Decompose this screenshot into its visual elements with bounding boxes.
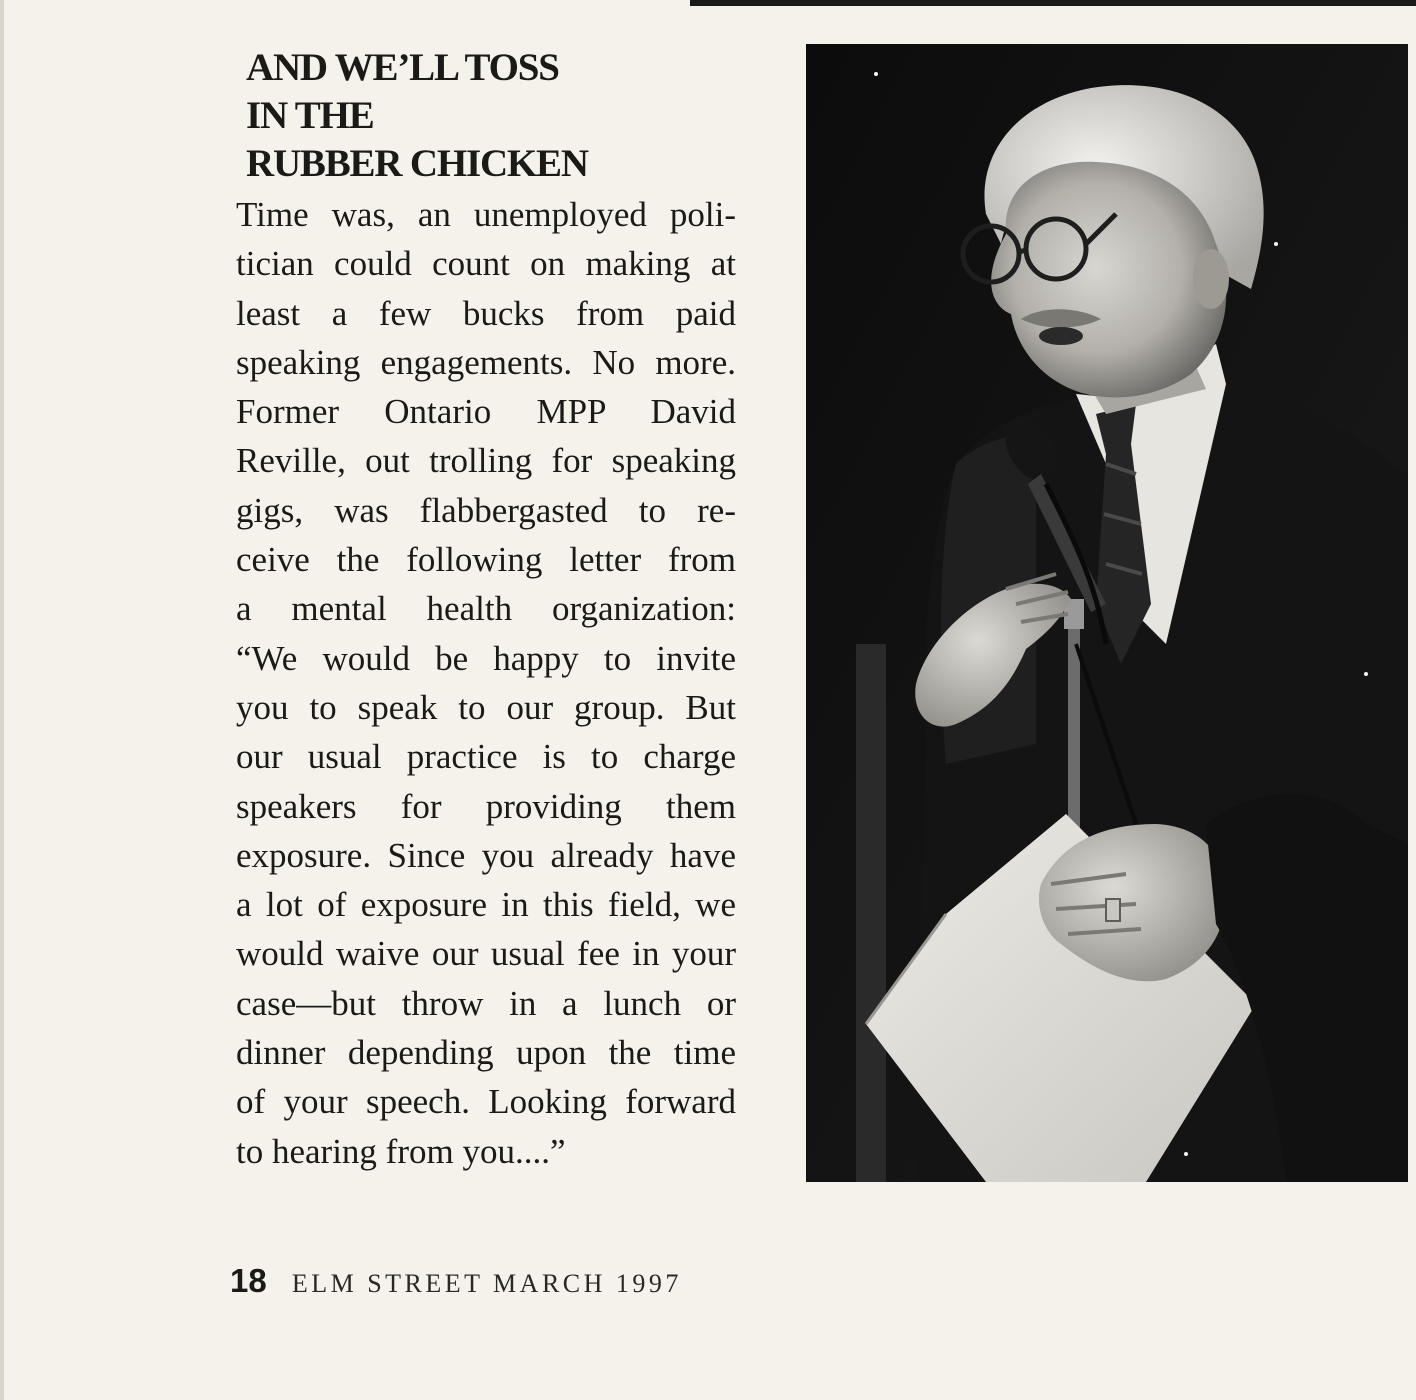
- page-number: 18: [230, 1262, 267, 1299]
- headline-line-3: RUBBER CHICKEN: [246, 142, 588, 185]
- body-line-last: to hearing from you....”: [236, 1131, 566, 1171]
- body-line: of your speech. Looking forward: [236, 1082, 736, 1122]
- speaker-photo: [806, 44, 1408, 1182]
- body-line: Time was, an unemployed poli-: [236, 195, 736, 234]
- body-line: tician could count on making at: [236, 244, 736, 284]
- body-line: a mental health organization:: [236, 589, 736, 629]
- body-line: least a few bucks from paid: [236, 293, 736, 333]
- headline-line-2: IN THE: [246, 94, 374, 137]
- publication-line: ELM STREET MARCH 1997: [291, 1269, 682, 1298]
- headline-line-1: AND WE’LL TOSS: [246, 46, 559, 89]
- body-line: our usual practice is to charge: [236, 737, 736, 777]
- body-line: Reville, out trolling for speaking: [236, 441, 736, 481]
- article-body: [236, 190, 736, 1176]
- body-line: ceive the following letter from: [236, 540, 736, 580]
- scan-edge-top: [690, 0, 1416, 6]
- article-headline: [246, 44, 726, 188]
- body-line: speaking engagements. No more.: [236, 342, 736, 382]
- body-line: Former Ontario MPP David: [236, 392, 736, 432]
- man-speaking-at-microphone-icon: [806, 44, 1408, 1182]
- body-line: exposure. Since you already have: [236, 835, 736, 875]
- body-line: dinner depending upon the time: [236, 1033, 736, 1073]
- body-line: gigs, was flabbergasted to re-: [236, 490, 736, 530]
- page-footer: [230, 1262, 682, 1300]
- body-line: a lot of exposure in this field, we: [236, 885, 736, 925]
- body-line: would waive our usual fee in your: [236, 934, 736, 974]
- scan-edge-left: [0, 0, 4, 1400]
- body-line: “We would be happy to invite: [236, 638, 736, 678]
- body-line: speakers for providing them: [236, 786, 736, 826]
- body-line: you to speak to our group. But: [236, 687, 736, 727]
- body-line: case—but throw in a lunch or: [236, 983, 736, 1023]
